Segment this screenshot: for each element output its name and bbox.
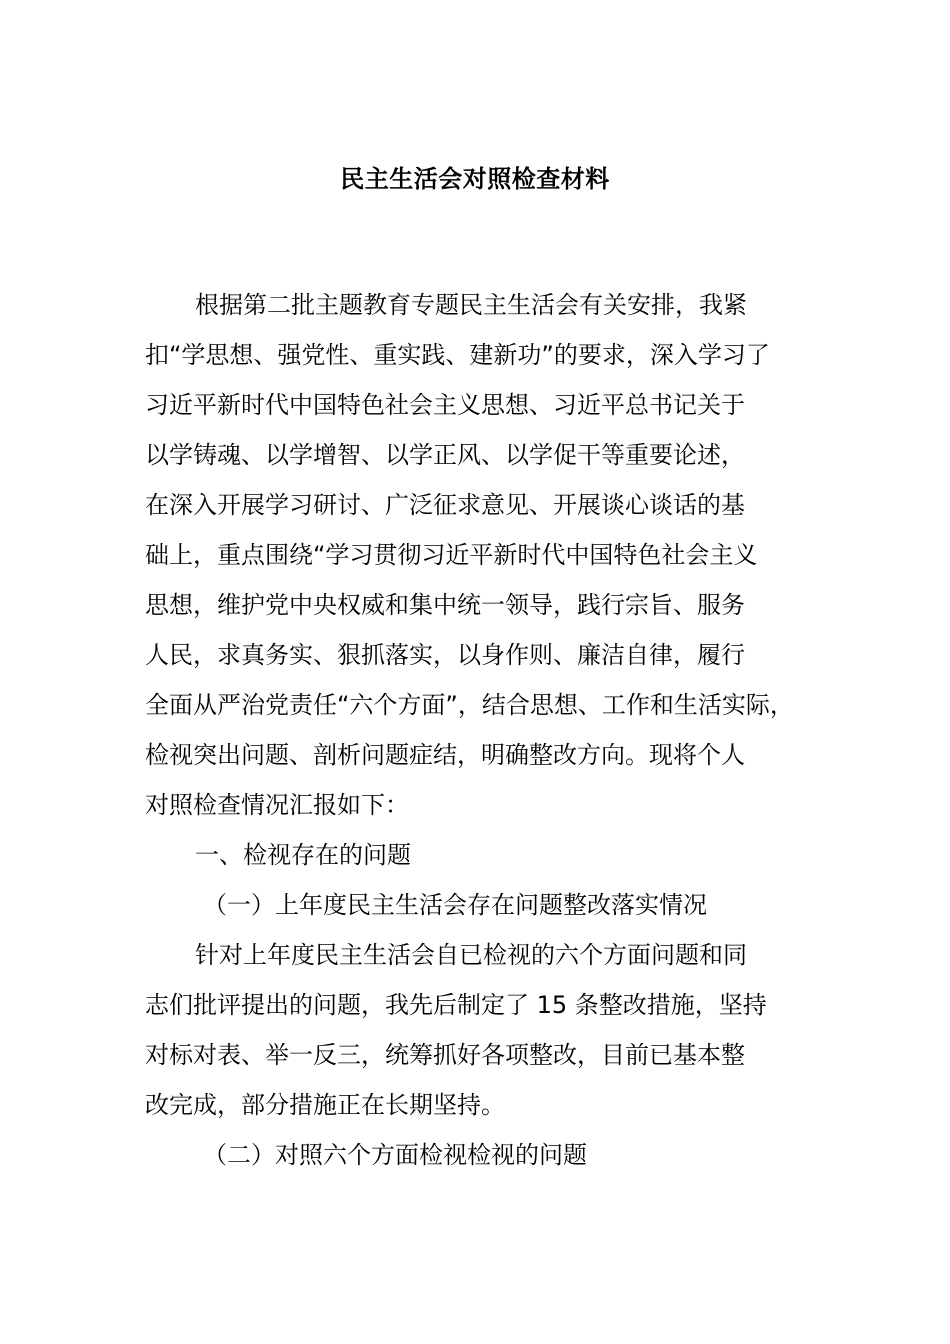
paragraph-line: 检视突出问题、剖析问题症结，明确整改方向。现将个人 bbox=[145, 741, 745, 769]
paragraph-line: 习近平新时代中国特色社会主义思想、习近平总书记关于 bbox=[145, 391, 745, 419]
paragraph-line: 针对上年度民主生活会自已检视的六个方面问题和同 bbox=[195, 941, 747, 969]
paragraph-line: 改完成，部分措施正在长期坚持。 bbox=[145, 1091, 505, 1119]
paragraph-line: 志们批评提出的问题，我先后制定了 15 条整改措施，坚持 bbox=[145, 991, 767, 1019]
paragraph-line: 扣“学思想、强党性、重实践、建新功”的要求，深入学习了 bbox=[145, 341, 770, 369]
paragraph-line: 在深入开展学习研讨、广泛征求意见、开展谈心谈话的基 bbox=[145, 491, 745, 519]
paragraph-line: 础上，重点围绕“学习贯彻习近平新时代中国特色社会主义 bbox=[145, 541, 758, 569]
paragraph-line: 以学铸魂、以学增智、以学正风、以学促干等重要论述， bbox=[145, 441, 745, 469]
paragraph-line: 对标对表、举一反三，统筹抓好各项整改，目前已基本整 bbox=[145, 1041, 745, 1069]
paragraph-line: 对照检查情况汇报如下： bbox=[145, 791, 409, 819]
paragraph-line: 根据第二批主题教育专题民主生活会有关安排，我紧 bbox=[195, 291, 747, 319]
document-title: 民主生活会对照检查材料 bbox=[340, 165, 610, 193]
paragraph-line: 全面从严治党责任“六个方面”，结合思想、工作和生活实际， bbox=[145, 691, 794, 719]
subsection-heading: （一）上年度民主生活会存在问题整改落实情况 bbox=[203, 891, 707, 919]
document-body bbox=[145, 280, 835, 1180]
paragraph-line: 人民，求真务实、狠抓落实，以身作则、廉洁自律，履行 bbox=[145, 641, 745, 669]
subsection-heading: （二）对照六个方面检视检视的问题 bbox=[203, 1141, 587, 1169]
section-heading: 一、检视存在的问题 bbox=[195, 841, 411, 869]
paragraph-line: 思想，维护党中央权威和集中统一领导，践行宗旨、服务 bbox=[145, 591, 745, 619]
